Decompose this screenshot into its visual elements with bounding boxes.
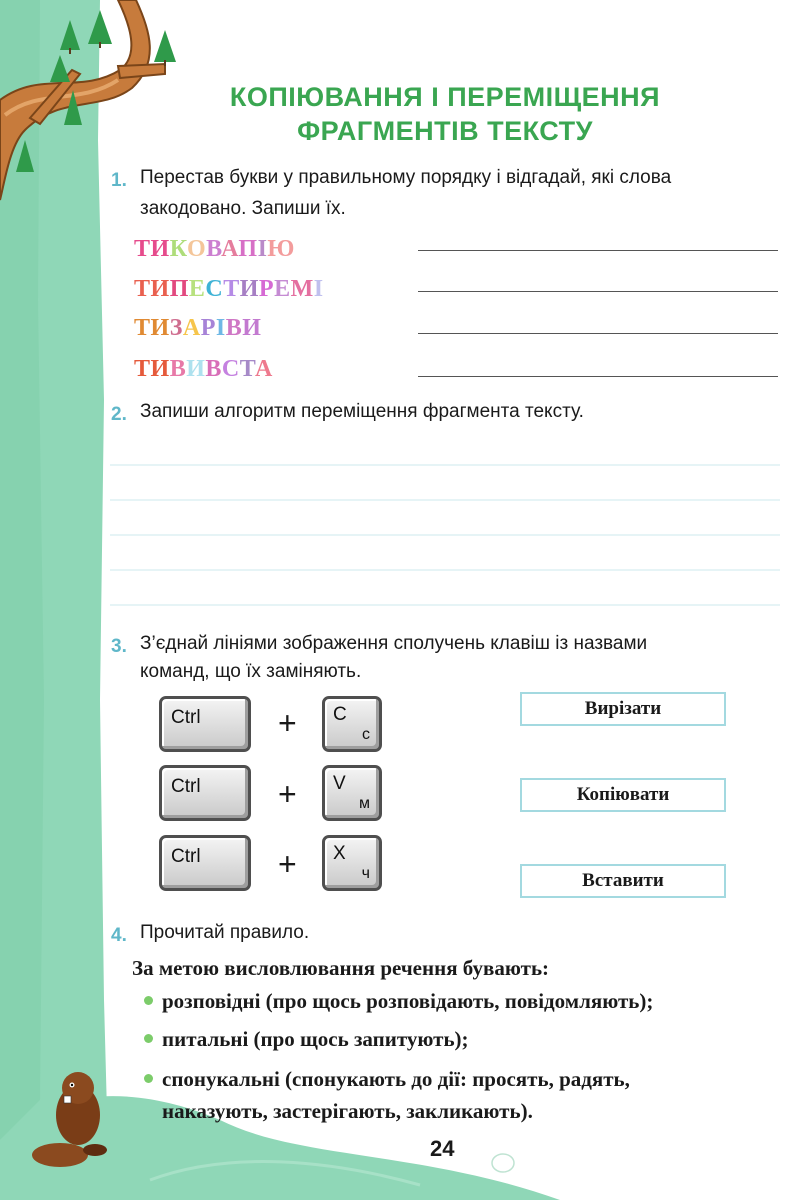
command-cut-box[interactable]: Вирізати <box>520 692 726 726</box>
task-3-number: 3. <box>111 636 127 657</box>
scrambled-letter: И <box>186 356 206 382</box>
task-1-number: 1. <box>111 170 127 191</box>
page-title-line-2: ФРАГМЕНТІВ ТЕКСТУ <box>297 116 593 146</box>
scrambled-letter: С <box>221 356 240 382</box>
scrambled-letter: Т <box>134 276 151 302</box>
scrambled-word <box>134 356 273 383</box>
scrambled-letter: И <box>150 236 170 262</box>
scrambled-letter: А <box>221 236 239 262</box>
page-title-line-1: КОПІЮВАННЯ І ПЕРЕМІЩЕННЯ <box>229 82 661 112</box>
plus-sign: + <box>278 846 297 882</box>
scrambled-letter: З <box>169 315 183 341</box>
scrambled-letter: Ю <box>267 236 295 262</box>
task-4-text: Прочитай правило. <box>140 922 310 943</box>
scrambled-letter: В <box>206 236 222 262</box>
ctrl-key: Ctrl <box>159 765 251 821</box>
rule-bullet-3-line-1: спонукальні (спонукають до дії: просять, радять, <box>162 1067 630 1091</box>
scrambled-letter: Р <box>258 276 275 302</box>
key-cyrillic-letter: с <box>362 726 370 743</box>
key-x <box>322 835 382 891</box>
key-v <box>322 765 382 821</box>
scrambled-word <box>134 236 295 263</box>
bullet-dot <box>144 1074 153 1083</box>
scrambled-letter: В <box>225 315 243 341</box>
answer-line[interactable] <box>418 250 778 251</box>
key-latin-letter: X <box>333 843 346 864</box>
task-2-text: Запиши алгоритм переміщення фрагмента тексту. <box>140 401 584 422</box>
scrambled-letter: Т <box>134 236 151 262</box>
key-latin-letter: C <box>333 704 347 725</box>
command-copy-box[interactable]: Копіювати <box>520 778 726 812</box>
scrambled-letter: П <box>238 236 258 262</box>
scrambled-letter: Т <box>134 356 151 382</box>
answer-line[interactable] <box>418 333 778 334</box>
scrambled-letter: А <box>255 356 273 382</box>
key-c <box>322 696 382 752</box>
scrambled-letter: Р <box>200 315 216 341</box>
scrambled-letter: И <box>150 315 170 341</box>
scrambled-letter: В <box>169 356 187 382</box>
key-latin-letter: V <box>333 773 346 794</box>
rule-bullet-3-line-2: наказують, застерігають, закликають). <box>162 1099 533 1123</box>
key-cyrillic-letter: м <box>359 795 370 812</box>
scrambled-letter: І <box>313 276 324 302</box>
scrambled-letter: И <box>242 315 262 341</box>
scrambled-letter: Т <box>134 315 151 341</box>
task-3-text-line-1: З’єднай лініями зображення сполучень клавіш із назвами <box>140 633 648 654</box>
scrambled-letter: Е <box>274 276 291 302</box>
plus-sign: + <box>278 705 297 741</box>
ctrl-key: Ctrl <box>159 835 251 891</box>
answer-line[interactable] <box>418 291 778 292</box>
scrambled-letter: І <box>257 236 268 262</box>
ctrl-key: Ctrl <box>159 696 251 752</box>
bullet-dot <box>144 996 153 1005</box>
rule-bullet-2: питальні (про щось запитують); <box>162 1027 469 1051</box>
scrambled-letter: О <box>187 236 207 262</box>
scrambled-word <box>134 276 324 303</box>
scrambled-letter: М <box>290 276 314 302</box>
scrambled-word <box>134 315 261 342</box>
key-cyrillic-letter: ч <box>361 865 370 882</box>
task-2-number: 2. <box>111 404 127 425</box>
answer-line[interactable] <box>418 376 778 377</box>
plus-sign: + <box>278 776 297 812</box>
scrambled-letter: Е <box>188 276 206 302</box>
scrambled-letter: Т <box>223 276 240 302</box>
bullet-dot <box>144 1034 153 1043</box>
scrambled-letter: А <box>182 315 201 341</box>
rule-heading: За метою висловлювання речення бувають: <box>132 956 550 980</box>
command-paste-box[interactable]: Вставити <box>520 864 726 898</box>
scrambled-letter: І <box>215 315 226 341</box>
task-4-number: 4. <box>111 925 127 946</box>
task-3-text-line-2: команд, що їх заміняють. <box>140 661 362 682</box>
scrambled-letter: И <box>150 356 170 382</box>
scrambled-letter: И <box>239 276 259 302</box>
scrambled-letter: В <box>205 356 222 382</box>
rule-bullet-1: розповідні (про щось розповідають, повідомляють); <box>162 989 654 1013</box>
page-number: 24 <box>430 1136 455 1161</box>
scrambled-letter: П <box>169 276 189 302</box>
scrambled-letter: И <box>150 276 170 302</box>
scrambled-letter: Т <box>239 356 256 382</box>
task-1-text-line-2: закодовано. Запиши їх. <box>140 198 346 219</box>
scrambled-letter: К <box>169 236 187 262</box>
task-1-text-line-1: Перестав букви у правильному порядку і відгадай, які слова <box>140 167 672 188</box>
scrambled-letter: С <box>205 276 224 302</box>
